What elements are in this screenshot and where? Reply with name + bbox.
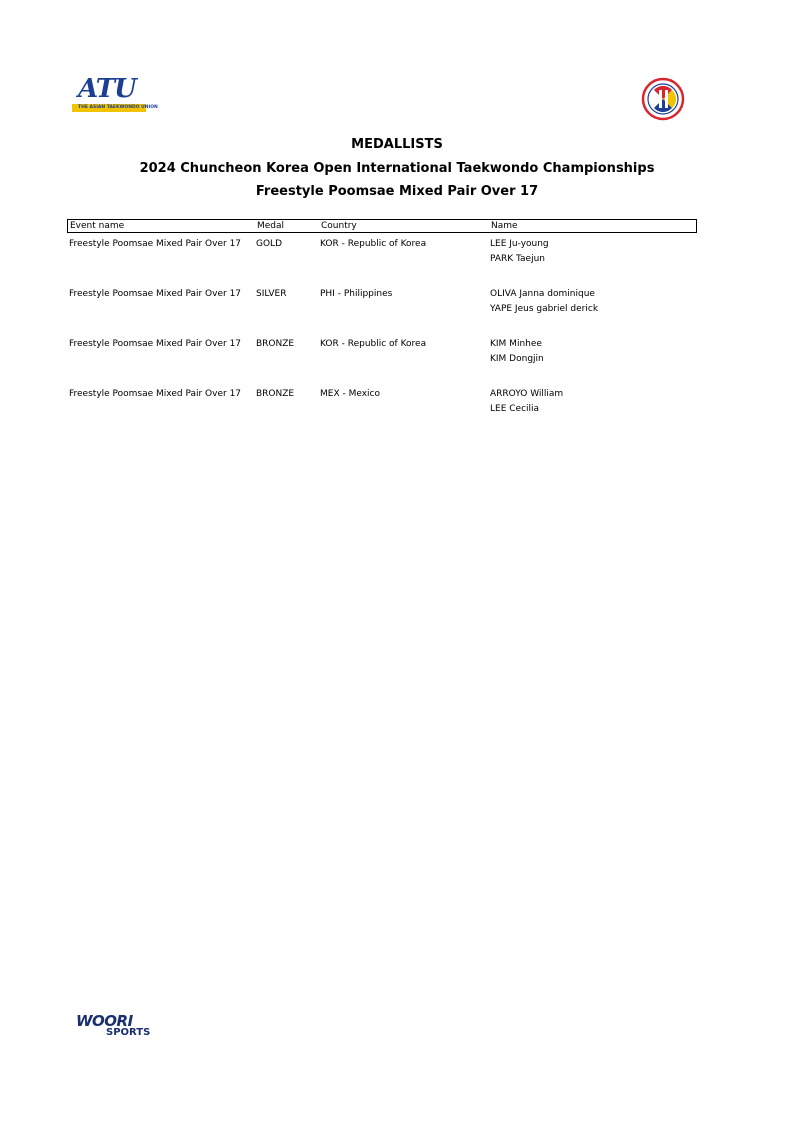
row-names <box>490 237 549 267</box>
table-header <box>67 219 697 233</box>
table-row <box>67 233 697 283</box>
row-country: KOR - Republic of Korea <box>320 339 427 349</box>
header-medal: Medal <box>257 221 285 231</box>
logo-mark: ATU <box>78 74 136 104</box>
header-country: Country <box>321 221 357 231</box>
page-title: MEDALLISTS <box>351 137 443 152</box>
row-names <box>490 337 544 367</box>
athlete-name: YAPE Jeus gabriel derick <box>490 304 599 314</box>
athlete-name: KIM Minhee <box>490 339 542 349</box>
championship-emblem-icon <box>640 76 686 122</box>
row-country: PHI - Philippines <box>320 289 393 299</box>
medallists-table <box>67 219 697 433</box>
row-medal: GOLD <box>256 239 283 249</box>
footer-logo-word2: SPORTS <box>106 1027 151 1038</box>
logo-tagline: THE ASIAN TAEKWONDO UNION <box>78 105 158 110</box>
footer-logo-word1: WOORI <box>76 1012 133 1030</box>
row-country: MEX - Mexico <box>320 389 381 399</box>
row-country: KOR - Republic of Korea <box>320 239 427 249</box>
table-row <box>67 383 697 433</box>
row-event: Freestyle Poomsae Mixed Pair Over 17 <box>69 339 242 349</box>
table-row <box>67 283 697 333</box>
row-medal: SILVER <box>256 289 287 299</box>
table-row <box>67 333 697 383</box>
athlete-name: LEE Cecilia <box>490 404 540 414</box>
atu-logo-icon <box>72 74 158 114</box>
athlete-name: KIM Dongjin <box>490 354 544 364</box>
woori-sports-logo-icon <box>76 1012 160 1040</box>
athlete-name: ARROYO William <box>490 389 564 399</box>
athlete-name: LEE Ju-young <box>490 239 549 249</box>
athlete-name: PARK Taejun <box>490 254 545 264</box>
row-event: Freestyle Poomsae Mixed Pair Over 17 <box>69 289 242 299</box>
row-event: Freestyle Poomsae Mixed Pair Over 17 <box>69 389 242 399</box>
header-name: Name <box>491 221 518 231</box>
athlete-name: OLIVA Janna dominique <box>490 289 595 299</box>
row-event: Freestyle Poomsae Mixed Pair Over 17 <box>69 239 242 249</box>
championship-title: 2024 Chuncheon Korea Open International Taekwondo Championships <box>139 161 655 176</box>
page-titles <box>0 136 794 206</box>
row-medal: BRONZE <box>256 389 295 399</box>
row-names <box>490 287 598 317</box>
row-names <box>490 387 563 417</box>
event-title: Freestyle Poomsae Mixed Pair Over 17 <box>255 184 539 199</box>
row-medal: BRONZE <box>256 339 295 349</box>
header-event: Event name <box>70 221 125 231</box>
